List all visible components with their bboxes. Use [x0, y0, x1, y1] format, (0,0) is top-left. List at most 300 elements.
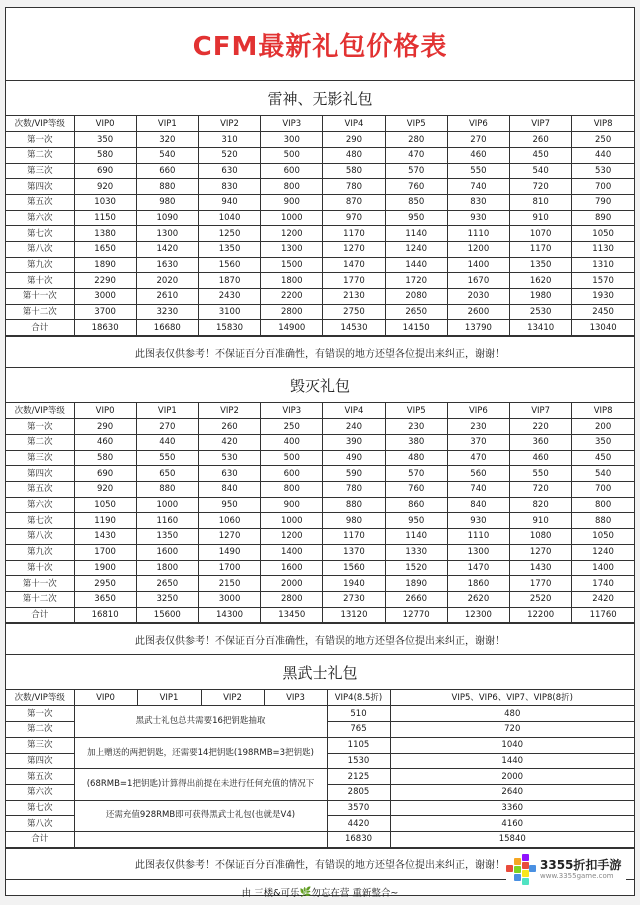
price-cell: 1190 [74, 513, 136, 529]
note-cell: 黑武士礼包总共需要16把钥匙抽取 [74, 706, 327, 737]
table-header-row [6, 690, 634, 706]
note-cell: (68RMB=1把钥匙)计算得出前提在未进行任何充值的情况下 [74, 769, 327, 800]
price-cell: 3570 [327, 800, 390, 816]
price-cell: 1170 [323, 226, 385, 242]
row-label: 第二次 [6, 147, 74, 163]
price-cell: 500 [261, 450, 323, 466]
price-cell: 12200 [510, 607, 572, 623]
price-cell: 1620 [510, 273, 572, 289]
price-cell: 450 [510, 147, 572, 163]
price-cell: 580 [323, 163, 385, 179]
price-cell: 15840 [390, 831, 634, 847]
price-cell: 2750 [323, 304, 385, 320]
column-header: VIP7 [510, 116, 572, 132]
price-cell: 720 [510, 179, 572, 195]
price-cell: 1270 [323, 242, 385, 258]
price-cell: 780 [323, 482, 385, 498]
price-cell: 700 [572, 179, 634, 195]
price-cell: 2130 [323, 289, 385, 305]
price-cell: 1370 [323, 544, 385, 560]
leaf-icon: 🌿 [299, 886, 312, 898]
price-cell: 980 [136, 194, 198, 210]
price-cell: 880 [572, 513, 634, 529]
column-header: VIP3 [264, 690, 327, 706]
price-cell: 540 [572, 466, 634, 482]
price-cell: 510 [327, 706, 390, 722]
disclaimer-3: 此图表仅供参考！不保证百分百准确性，有错误的地方还望各位提出来纠正，谢谢！ [6, 848, 634, 880]
table-row [6, 831, 634, 847]
table-row [6, 194, 634, 210]
price-cell: 1030 [74, 194, 136, 210]
row-label: 合计 [6, 831, 74, 847]
price-cell: 12770 [385, 607, 447, 623]
price-cell: 850 [385, 194, 447, 210]
table-row [6, 147, 634, 163]
price-cell: 2620 [447, 591, 509, 607]
table-row [6, 591, 634, 607]
price-cell: 13450 [261, 607, 323, 623]
price-cell: 1150 [74, 210, 136, 226]
row-label: 第二次 [6, 435, 74, 451]
price-table-destroy [6, 403, 634, 623]
column-header: VIP2 [198, 403, 260, 419]
price-cell: 450 [572, 450, 634, 466]
table-row [6, 607, 634, 623]
price-cell: 2200 [261, 289, 323, 305]
price-cell: 930 [447, 513, 509, 529]
page-title: CFM最新礼包价格表 [6, 8, 634, 81]
price-cell: 230 [447, 419, 509, 435]
price-cell: 280 [385, 132, 447, 148]
price-cell: 1700 [74, 544, 136, 560]
price-cell: 13790 [447, 320, 509, 336]
price-cell: 12300 [447, 607, 509, 623]
price-cell: 1060 [198, 513, 260, 529]
row-label: 第十次 [6, 273, 74, 289]
row-label: 第五次 [6, 194, 74, 210]
table-row [6, 435, 634, 451]
price-cell: 480 [323, 147, 385, 163]
price-cell: 890 [572, 210, 634, 226]
column-header: VIP4 [323, 403, 385, 419]
table-row [6, 706, 634, 722]
row-label: 第八次 [6, 242, 74, 258]
column-header: 次数/VIP等级 [6, 690, 74, 706]
column-header: VIP8 [572, 116, 634, 132]
price-cell: 1170 [323, 529, 385, 545]
table-row [6, 769, 634, 785]
price-cell: 370 [447, 435, 509, 451]
price-cell: 2450 [572, 304, 634, 320]
note-cell: 还需充值928RMB即可获得黑武士礼包(也就是V4) [74, 800, 327, 831]
row-label: 第十一次 [6, 289, 74, 305]
price-cell: 1300 [136, 226, 198, 242]
price-cell: 1900 [74, 560, 136, 576]
price-cell: 2030 [447, 289, 509, 305]
price-cell: 630 [198, 163, 260, 179]
price-cell: 540 [136, 147, 198, 163]
row-label: 第五次 [6, 769, 74, 785]
column-header: 次数/VIP等级 [6, 116, 74, 132]
row-label: 第九次 [6, 257, 74, 273]
price-cell: 2020 [136, 273, 198, 289]
price-cell: 2420 [572, 591, 634, 607]
price-cell: 790 [572, 194, 634, 210]
price-cell: 16680 [136, 320, 198, 336]
price-cell: 250 [261, 419, 323, 435]
price-cell: 200 [572, 419, 634, 435]
price-cell: 2530 [510, 304, 572, 320]
price-cell: 580 [74, 147, 136, 163]
price-cell: 13040 [572, 320, 634, 336]
price-cell: 1000 [261, 210, 323, 226]
price-cell: 940 [198, 194, 260, 210]
row-label: 第七次 [6, 226, 74, 242]
price-cell: 830 [198, 179, 260, 195]
price-cell: 1040 [198, 210, 260, 226]
price-cell: 250 [572, 132, 634, 148]
price-cell: 1440 [390, 753, 634, 769]
row-label: 合计 [6, 320, 74, 336]
row-label: 第四次 [6, 466, 74, 482]
price-cell: 2430 [198, 289, 260, 305]
price-cell: 1200 [261, 226, 323, 242]
price-cell: 220 [510, 419, 572, 435]
price-cell: 880 [323, 497, 385, 513]
price-cell: 300 [261, 132, 323, 148]
table-row [6, 544, 634, 560]
price-cell: 580 [74, 450, 136, 466]
watermark [506, 853, 626, 885]
price-cell: 910 [510, 210, 572, 226]
price-cell: 690 [74, 163, 136, 179]
footer-credit-part2: 勿忘在营 重新整合~ [311, 888, 399, 900]
price-cell: 660 [136, 163, 198, 179]
price-cell: 2290 [74, 273, 136, 289]
row-label: 第五次 [6, 482, 74, 498]
column-header: VIP3 [261, 403, 323, 419]
price-cell: 460 [510, 450, 572, 466]
price-cell: 1600 [261, 560, 323, 576]
price-cell: 1300 [447, 544, 509, 560]
price-cell: 1040 [390, 737, 634, 753]
price-cell: 3000 [74, 289, 136, 305]
price-cell: 2800 [261, 591, 323, 607]
price-cell: 600 [261, 466, 323, 482]
row-label: 第二次 [6, 722, 74, 738]
price-cell: 1430 [74, 529, 136, 545]
price-cell: 530 [198, 450, 260, 466]
row-label: 第十次 [6, 560, 74, 576]
price-cell: 800 [572, 497, 634, 513]
note-cell: 加上赠送的两把钥匙，还需要14把钥匙(198RMB=3把钥匙) [74, 737, 327, 768]
row-label: 第三次 [6, 163, 74, 179]
price-cell: 1080 [510, 529, 572, 545]
price-cell: 390 [323, 435, 385, 451]
price-cell: 1470 [323, 257, 385, 273]
price-cell: 570 [385, 466, 447, 482]
column-header: VIP5 [385, 403, 447, 419]
price-cell: 880 [136, 179, 198, 195]
price-cell: 260 [510, 132, 572, 148]
disclaimer-1: 此图表仅供参考！不保证百分百准确性，有错误的地方还望各位提出来纠正，谢谢！ [6, 336, 634, 368]
price-cell: 2000 [390, 769, 634, 785]
price-cell: 1090 [136, 210, 198, 226]
price-cell: 1800 [136, 560, 198, 576]
price-cell: 570 [385, 163, 447, 179]
price-cell: 260 [198, 419, 260, 435]
price-cell: 1770 [323, 273, 385, 289]
column-header: VIP6 [447, 116, 509, 132]
table-row [6, 320, 634, 336]
table-row [6, 210, 634, 226]
price-cell: 2950 [74, 576, 136, 592]
price-cell: 460 [74, 435, 136, 451]
price-cell: 3230 [136, 304, 198, 320]
price-cell: 3250 [136, 591, 198, 607]
row-label: 第一次 [6, 706, 74, 722]
price-cell: 3360 [390, 800, 634, 816]
price-cell: 18630 [74, 320, 136, 336]
price-cell: 1440 [385, 257, 447, 273]
row-label: 第七次 [6, 800, 74, 816]
price-cell: 1270 [198, 529, 260, 545]
watermark-logo-icon [506, 854, 536, 884]
price-cell: 2805 [327, 784, 390, 800]
row-label: 第三次 [6, 450, 74, 466]
price-cell: 1940 [323, 576, 385, 592]
price-cell: 1530 [327, 753, 390, 769]
price-cell: 740 [447, 482, 509, 498]
price-cell: 1140 [385, 226, 447, 242]
price-cell: 760 [385, 179, 447, 195]
price-cell: 1560 [198, 257, 260, 273]
price-cell: 2650 [385, 304, 447, 320]
table-row [6, 242, 634, 258]
row-label: 第九次 [6, 544, 74, 560]
price-sheet [5, 7, 635, 900]
price-cell: 1380 [74, 226, 136, 242]
row-label: 第八次 [6, 529, 74, 545]
table-row [6, 132, 634, 148]
row-label: 第十二次 [6, 304, 74, 320]
price-cell: 1000 [261, 513, 323, 529]
column-header: VIP2 [198, 116, 260, 132]
price-cell: 11760 [572, 607, 634, 623]
price-cell: 270 [447, 132, 509, 148]
price-cell: 1890 [385, 576, 447, 592]
column-header: VIP5、VIP6、VIP7、VIP8(8折) [390, 690, 634, 706]
row-label: 第四次 [6, 753, 74, 769]
table-row [6, 466, 634, 482]
price-cell: 15600 [136, 607, 198, 623]
price-table-thor [6, 116, 634, 336]
column-header: VIP4 [323, 116, 385, 132]
price-cell: 720 [510, 482, 572, 498]
price-cell: 440 [572, 147, 634, 163]
table-header-row [6, 403, 634, 419]
column-header: VIP6 [447, 403, 509, 419]
price-cell: 1650 [74, 242, 136, 258]
price-cell: 1400 [261, 544, 323, 560]
price-cell: 1140 [385, 529, 447, 545]
price-cell: 600 [261, 163, 323, 179]
price-cell: 700 [572, 482, 634, 498]
price-cell: 540 [510, 163, 572, 179]
price-cell: 980 [323, 513, 385, 529]
price-cell: 970 [323, 210, 385, 226]
price-cell: 720 [390, 722, 634, 738]
price-cell: 14900 [261, 320, 323, 336]
price-cell: 1770 [510, 576, 572, 592]
column-header: VIP8 [572, 403, 634, 419]
price-cell: 1050 [572, 529, 634, 545]
row-label: 第七次 [6, 513, 74, 529]
price-cell: 910 [510, 513, 572, 529]
price-cell: 900 [261, 194, 323, 210]
price-cell: 1050 [572, 226, 634, 242]
column-header: VIP0 [74, 116, 136, 132]
price-cell: 1350 [136, 529, 198, 545]
price-cell: 460 [447, 147, 509, 163]
price-cell: 350 [74, 132, 136, 148]
price-cell: 930 [447, 210, 509, 226]
price-cell: 1980 [510, 289, 572, 305]
price-cell: 480 [390, 706, 634, 722]
price-cell: 4160 [390, 816, 634, 832]
price-cell: 1270 [510, 544, 572, 560]
price-cell: 360 [510, 435, 572, 451]
price-cell: 1240 [572, 544, 634, 560]
price-cell: 2150 [198, 576, 260, 592]
price-cell: 1870 [198, 273, 260, 289]
price-cell: 1170 [510, 242, 572, 258]
price-cell: 1110 [447, 529, 509, 545]
price-cell: 1420 [136, 242, 198, 258]
row-label: 第六次 [6, 784, 74, 800]
table-row [6, 513, 634, 529]
price-cell: 3000 [198, 591, 260, 607]
table-header-row [6, 116, 634, 132]
column-header: 次数/VIP等级 [6, 403, 74, 419]
price-cell: 2600 [447, 304, 509, 320]
price-cell: 1470 [447, 560, 509, 576]
table-row [6, 289, 634, 305]
price-cell: 920 [74, 482, 136, 498]
table-row [6, 226, 634, 242]
price-cell: 810 [510, 194, 572, 210]
table-row [6, 273, 634, 289]
price-cell: 1520 [385, 560, 447, 576]
table-row [6, 304, 634, 320]
price-cell: 290 [74, 419, 136, 435]
price-cell: 860 [385, 497, 447, 513]
price-cell: 1430 [510, 560, 572, 576]
price-cell: 880 [136, 482, 198, 498]
price-cell: 1500 [261, 257, 323, 273]
price-cell: 16830 [327, 831, 390, 847]
price-cell: 1105 [327, 737, 390, 753]
price-table-black-warrior [6, 690, 634, 847]
price-cell: 14150 [385, 320, 447, 336]
price-cell: 740 [447, 179, 509, 195]
price-cell: 1330 [385, 544, 447, 560]
price-cell: 2800 [261, 304, 323, 320]
price-cell: 2610 [136, 289, 198, 305]
column-header: VIP1 [136, 403, 198, 419]
price-cell: 3700 [74, 304, 136, 320]
price-cell: 650 [136, 466, 198, 482]
price-cell: 1110 [447, 226, 509, 242]
column-header: VIP5 [385, 116, 447, 132]
price-cell: 950 [198, 497, 260, 513]
price-cell: 240 [323, 419, 385, 435]
price-cell: 920 [74, 179, 136, 195]
price-cell: 590 [323, 466, 385, 482]
price-cell: 900 [261, 497, 323, 513]
price-cell: 1350 [198, 242, 260, 258]
price-cell: 1160 [136, 513, 198, 529]
row-label: 第六次 [6, 210, 74, 226]
row-label: 第十一次 [6, 576, 74, 592]
row-label: 第三次 [6, 737, 74, 753]
price-cell: 470 [385, 147, 447, 163]
price-cell: 1400 [572, 560, 634, 576]
price-cell: 1050 [74, 497, 136, 513]
table-row [6, 560, 634, 576]
price-cell: 630 [198, 466, 260, 482]
price-cell: 310 [198, 132, 260, 148]
price-cell: 350 [572, 435, 634, 451]
price-cell: 1310 [572, 257, 634, 273]
price-cell: 1890 [74, 257, 136, 273]
price-cell: 14300 [198, 607, 260, 623]
price-cell: 840 [447, 497, 509, 513]
table-row [6, 576, 634, 592]
price-cell: 2640 [390, 784, 634, 800]
price-cell: 1250 [198, 226, 260, 242]
price-cell: 520 [198, 147, 260, 163]
price-cell: 440 [136, 435, 198, 451]
price-cell: 1860 [447, 576, 509, 592]
empty-cell [74, 831, 327, 847]
row-label: 第八次 [6, 816, 74, 832]
row-label: 第六次 [6, 497, 74, 513]
table-row [6, 419, 634, 435]
section-title-thor: 雷神、无影礼包 [6, 81, 634, 116]
price-cell: 1670 [447, 273, 509, 289]
price-cell: 480 [385, 450, 447, 466]
column-header: VIP3 [261, 116, 323, 132]
price-cell: 16810 [74, 607, 136, 623]
column-header: VIP1 [137, 690, 201, 706]
price-cell: 530 [572, 163, 634, 179]
table-row [6, 179, 634, 195]
watermark-name: 3355折扣手游 [540, 857, 622, 872]
price-cell: 1400 [447, 257, 509, 273]
disclaimer-2: 此图表仅供参考！不保证百分百准确性，有错误的地方还望各位提出来纠正，谢谢！ [6, 623, 634, 655]
price-cell: 550 [447, 163, 509, 179]
price-cell: 870 [323, 194, 385, 210]
price-cell: 1000 [136, 497, 198, 513]
price-cell: 760 [385, 482, 447, 498]
table-row [6, 163, 634, 179]
price-cell: 1490 [198, 544, 260, 560]
table-row [6, 450, 634, 466]
column-header: VIP0 [74, 690, 137, 706]
price-cell: 500 [261, 147, 323, 163]
price-cell: 1740 [572, 576, 634, 592]
